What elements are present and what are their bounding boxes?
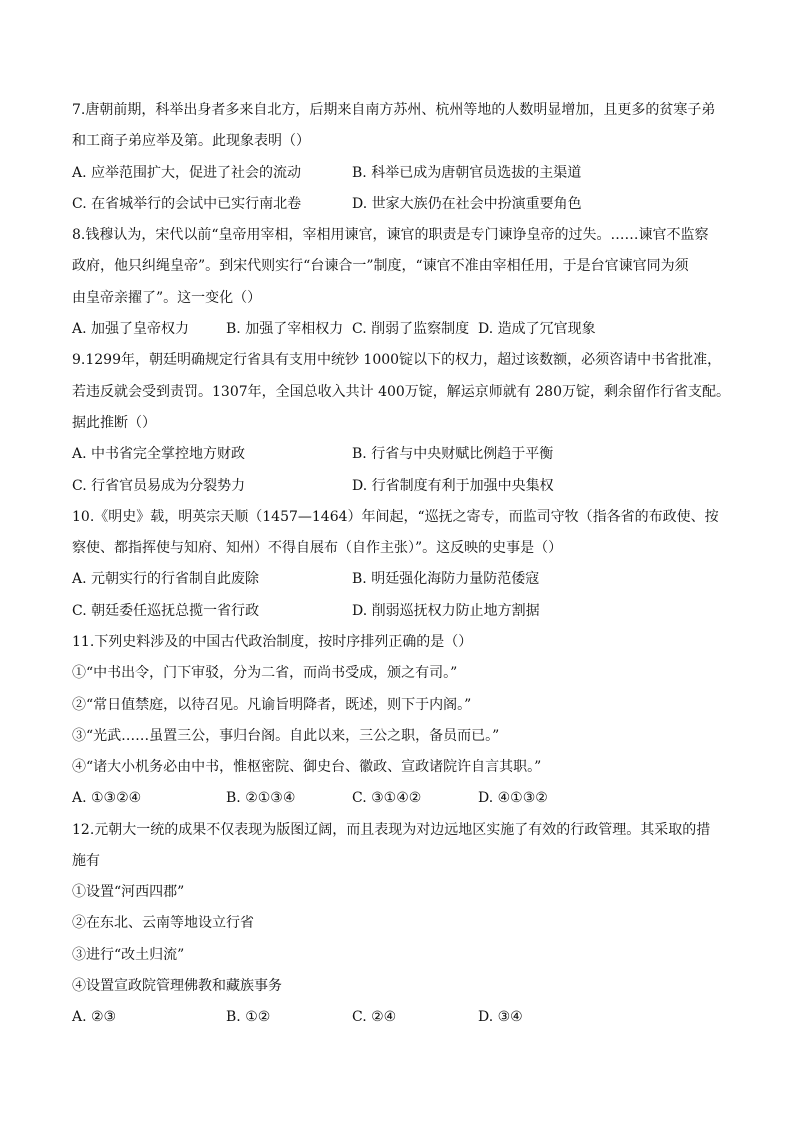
q12-item-3: ③进行“改土归流” [72,947,185,963]
q12-stem-line-1: 12.元朝大一统的成果不仅表现为版图辽阔，而且表现为对边远地区实施了有效的行政管理。其采取的措 [72,822,711,838]
q9-option-b: B. 行省与中央财赋比例趋于平衡 [352,446,554,462]
q12-option-d: D. ③④ [478,1009,523,1025]
q7-stem-line-2: 和工商子弟应举及第。此现象表明（） [72,133,310,149]
q12-item-4: ④设置宣政院管理佛教和藏族事务 [72,978,282,994]
q7-stem-line-1: 7.唐朝前期，科举出身者多来自北方，后期来自南方苏州、杭州等地的人数明显增加，且更多的贫寒子弟 [72,102,716,118]
q10-stem-line-2: 察使、都指挥使与知府、知州）不得自展布（自作主张）”。这反映的史事是（） [72,540,563,556]
q9-stem-line-1: 9.1299年，朝廷明确规定行省具有支用中统钞 1000锭以下的权力，超过该数额，必须咨请中书省批准， [72,352,722,368]
q10-option-c: C. 朝廷委任巡抚总揽一省行政 [72,603,260,619]
q11-source-3: ③“光武……虽置三公，事归台阁。自此以来，三公之职，备员而已。” [72,728,500,744]
q12-item-1: ①设置“河西四郡” [72,884,185,900]
q12-item-2: ②在东北、云南等地设立行省 [72,915,254,931]
q11-stem-line-1: 11.下列史料涉及的中国古代政治制度，按时序排列正确的是（） [72,634,473,650]
q8-option-d: D. 造成了冗官现象 [478,321,596,337]
q8-stem-line-1: 8.钱穆认为，宋代以前“皇帝用宰相，宰相用谏官，谏官的职责是专门谏诤皇帝的过失。……谏官不监察 [72,227,709,243]
q10-option-b: B. 明廷强化海防力量防范倭寇 [352,571,540,587]
q11-source-1: ①“中书出令，门下审驳，分为二省，而尚书受成，颁之有司。” [72,665,458,681]
q11-option-d: D. ④①③② [478,790,548,806]
q7-option-b: B. 科举已成为唐朝官员选拔的主渠道 [352,165,582,181]
q11-option-a: A. ①③②④ [72,790,142,806]
q7-option-d: D. 世家大族仍在社会中扮演重要角色 [352,196,582,212]
q8-option-a: A. 加强了皇帝权力 [72,321,190,337]
q7-option-a: A. 应举范围扩大，促进了社会的流动 [72,165,302,181]
q12-stem-line-2: 施有 [72,853,100,869]
q11-source-2: ②“常日值禁庭，以待召见。凡谕旨明降者，既述，则下于内阁。” [72,697,472,713]
q8-stem-line-2: 政府，他只纠绳皇帝”。到宋代则实行“台谏合一”制度，“谏官不准由宰相任用，于是台官谏官同为须 [72,258,689,274]
q10-stem-line-1: 10.《明史》载，明英宗天顺（1457—1464）年间起，“巡抚之寄专，而监司守牧（指各省的布政使、按 [72,509,719,525]
q9-option-d: D. 行省制度有利于加强中央集权 [352,478,554,494]
q8-stem-line-3: 由皇帝亲擢了”。这一变化（） [72,290,262,306]
q10-option-d: D. 削弱巡抚权力防止地方割据 [352,603,540,619]
q8-option-b: B. 加强了宰相权力 [226,321,344,337]
q10-option-a: A. 元朝实行的行省制自此废除 [72,571,260,587]
q12-option-a: A. ②③ [72,1009,117,1025]
q11-option-c: C. ③①④② [352,790,422,806]
q8-option-c: C. 削弱了监察制度 [352,321,470,337]
q9-stem-line-3: 据此推断（） [72,415,156,431]
q9-option-c: C. 行省官员易成为分裂势力 [72,478,246,494]
q9-stem-line-2: 若违反就会受到责罚。1307年，全国总收入共计 400万锭，解运京师就有 280万锭，剩余留作行省支配。 [72,384,730,400]
q7-option-c: C. 在省城举行的会试中已实行南北卷 [72,196,302,212]
q12-option-b: B. ①② [226,1009,271,1025]
q9-option-a: A. 中书省完全掌控地方财政 [72,446,246,462]
q11-option-b: B. ②①③④ [226,790,296,806]
q11-source-4: ④“诸大小机务必由中书，惟枢密院、御史台、徽政、宣政诸院许自言其职。” [72,759,542,775]
q12-option-c: C. ②④ [352,1009,397,1025]
